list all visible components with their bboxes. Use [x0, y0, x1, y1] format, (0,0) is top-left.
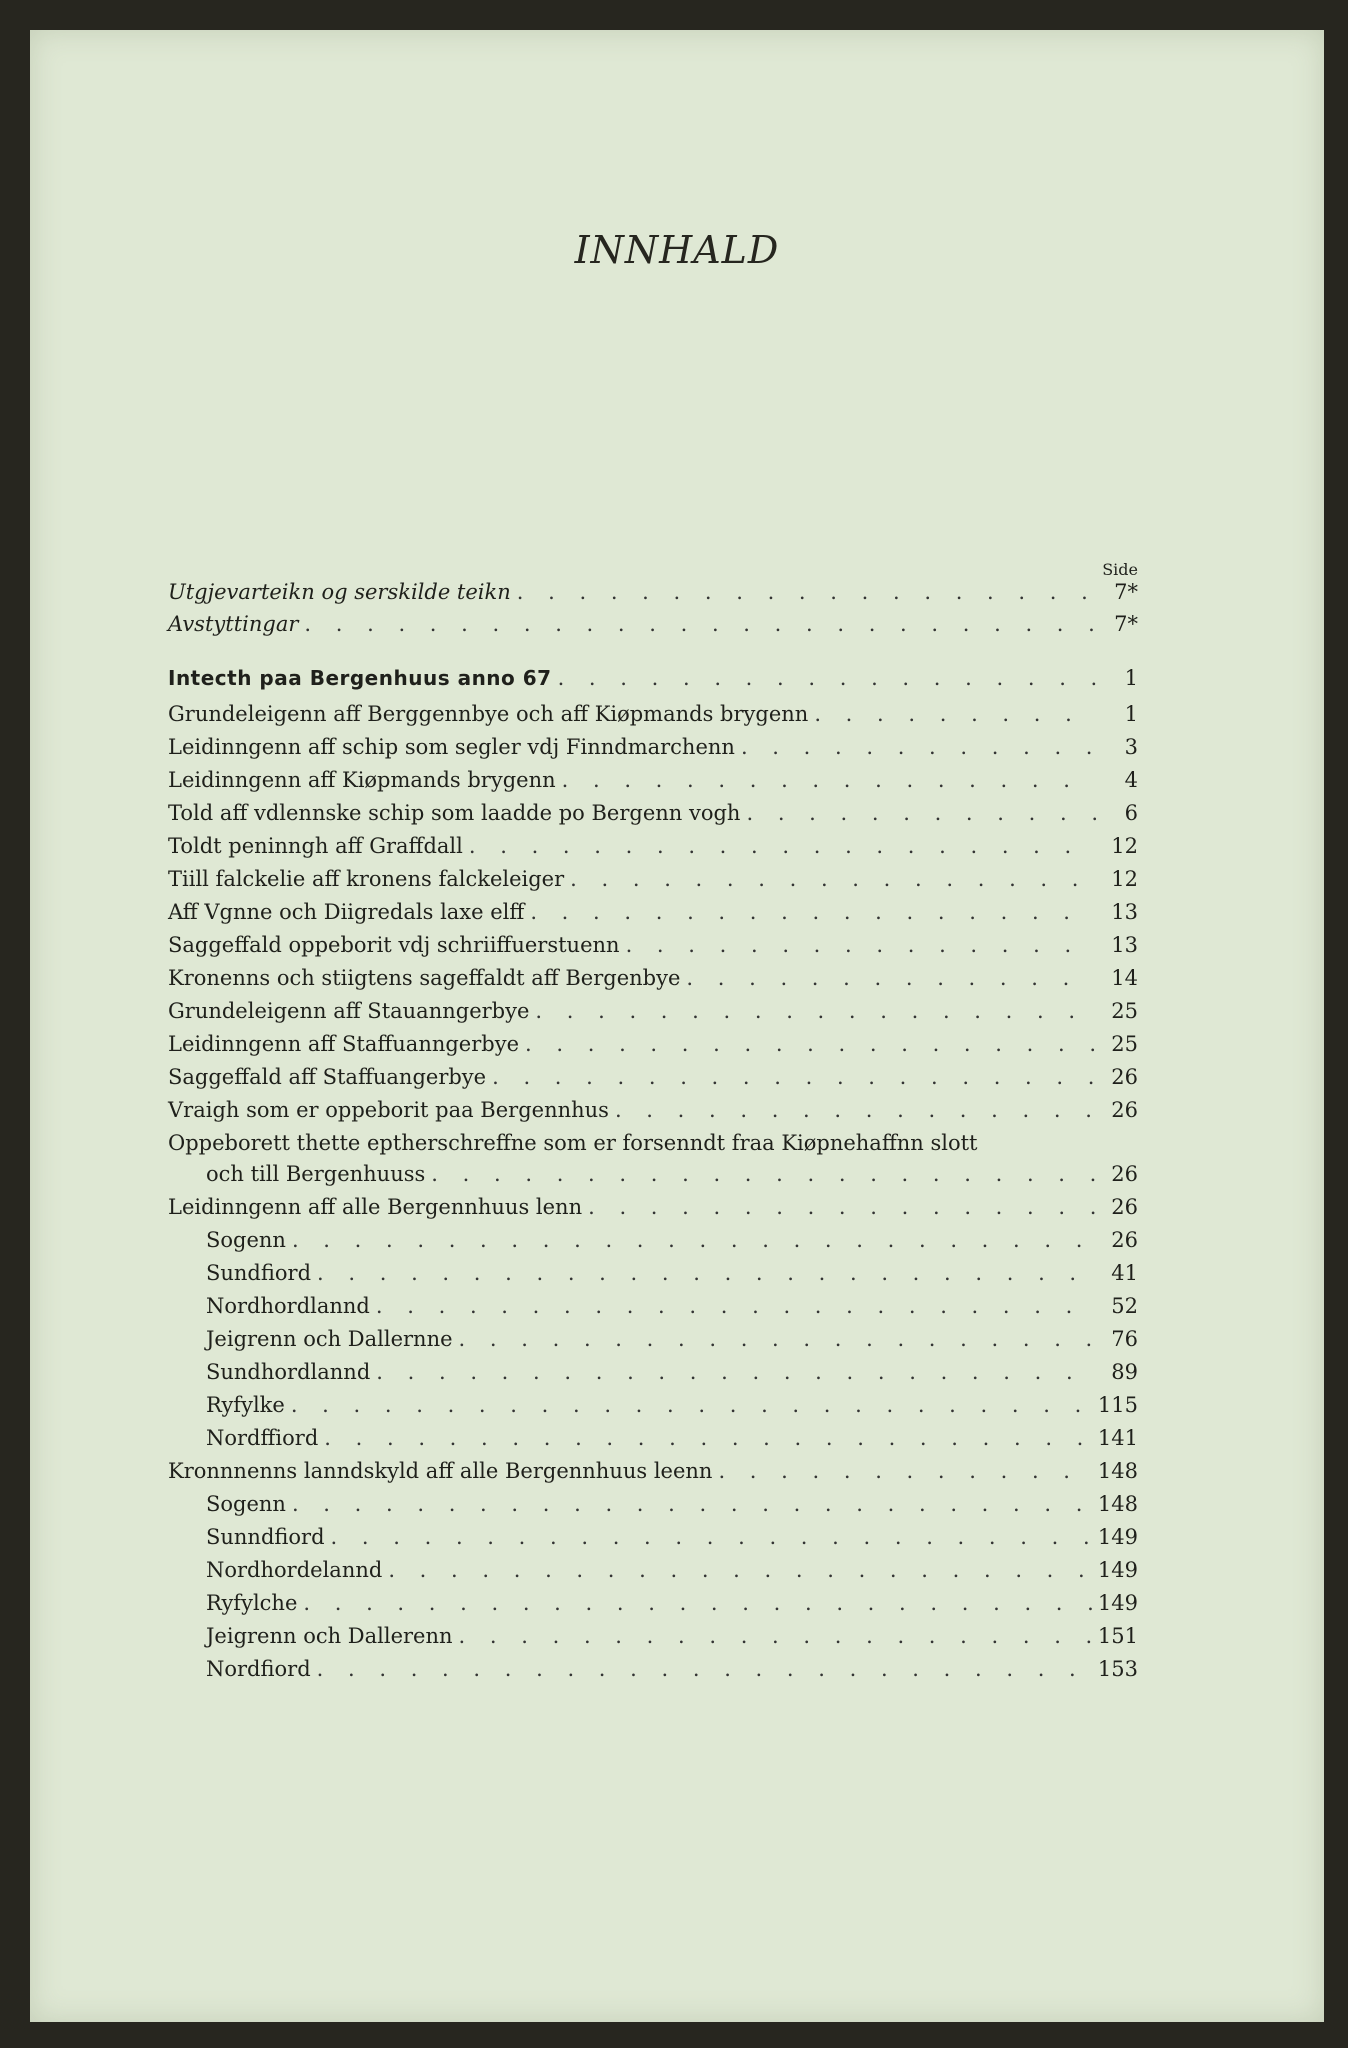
toc-subentry [206, 1327, 1138, 1357]
toc-entry-page: 14 [1111, 966, 1138, 990]
dot-leader [686, 966, 1096, 990]
dot-leader [741, 735, 1096, 759]
dot-leader [746, 801, 1096, 825]
toc-entry-label: Avstyttingar [168, 612, 299, 636]
dot-leader [626, 933, 1096, 957]
toc-entry-label: Leidinngenn aff Kiøpmands brygenn [168, 768, 556, 792]
toc-entry-page: 149 [1097, 1525, 1138, 1549]
toc-subentry [206, 1624, 1138, 1654]
toc-entry-page: 26 [1111, 1098, 1138, 1122]
dot-leader [588, 1195, 1096, 1219]
dot-leader [517, 580, 1096, 604]
toc-entry-label: Tiill falckelie aff kronens falckeleiger [168, 867, 565, 891]
toc-subentry [206, 1393, 1138, 1423]
toc-entry-page: 25 [1111, 1032, 1138, 1056]
toc-entry [168, 768, 1138, 798]
toc-entry-page: 149 [1097, 1558, 1138, 1582]
toc-entry [168, 999, 1138, 1029]
dot-leader [459, 1327, 1096, 1351]
toc-entry [168, 1131, 1138, 1161]
toc-entry-label: Vraigh som er oppeborit paa Bergennhus [168, 1098, 609, 1122]
toc-subentry [206, 1261, 1138, 1291]
toc-entry-label: Nordffiord [206, 1426, 319, 1450]
toc-entry-label: Sundfiord [206, 1261, 312, 1285]
toc-entry-label: Kronenns och stiigtens sageffaldt aff Bergenbye [168, 966, 681, 990]
toc-entry-label: Jeigrenn och Dallernne [206, 1327, 453, 1351]
dot-leader [718, 1459, 1091, 1483]
toc-entry-page: 26 [1111, 1195, 1138, 1219]
toc-entry-label: och till Bergenhuuss [206, 1162, 426, 1186]
dot-leader [469, 834, 1096, 858]
toc-entry-page: 153 [1097, 1657, 1138, 1681]
toc-subentry [206, 1558, 1138, 1588]
toc-entry [168, 580, 1138, 610]
dot-leader [376, 1294, 1096, 1318]
toc-entry-continuation [168, 1162, 1138, 1192]
dot-leader [388, 1558, 1092, 1582]
toc-entry [168, 834, 1138, 864]
toc-subentry [206, 1228, 1138, 1258]
toc-subentry [206, 1492, 1138, 1522]
toc-entry-label: Saggeffald aff Staffuangerbye [168, 1065, 487, 1089]
toc-entry-page: 3 [1124, 735, 1138, 759]
toc-entry-page: 13 [1111, 900, 1138, 924]
toc-entry-label: Sunndfiord [206, 1525, 325, 1549]
toc-entry-label: Told aff vdlennske schip som laadde po Bergenn vogh [168, 801, 741, 825]
toc-entry-label: Sogenn [206, 1228, 286, 1252]
toc-entry-page: 115 [1097, 1393, 1138, 1417]
toc-entry-page: 148 [1097, 1459, 1138, 1483]
toc-entry-page: 7* [1114, 580, 1138, 604]
dot-leader [535, 999, 1096, 1023]
toc-subentry [206, 1294, 1138, 1324]
dot-leader [615, 1098, 1096, 1122]
toc-entry-label: Jeigrenn och Dallerenn [206, 1624, 453, 1648]
toc-entry-page: 1 [1124, 702, 1138, 726]
dot-leader [317, 1261, 1096, 1285]
toc-entry-page: 26 [1111, 1065, 1138, 1089]
dot-leader [530, 900, 1096, 924]
toc-entry-label: Saggeffald oppeborit vdj schriiffuerstuenn [168, 933, 620, 957]
dot-leader [331, 1525, 1092, 1549]
toc-entry-label: Kronnnenns lanndskyld aff alle Bergennhuus leenn [168, 1459, 713, 1483]
toc-entry-label: Sogenn [206, 1492, 286, 1516]
toc-entry [168, 702, 1138, 732]
toc-entry-page: 1 [1124, 666, 1138, 690]
dot-leader [317, 1657, 1092, 1681]
toc-subentry [206, 1657, 1138, 1687]
toc-entry [168, 801, 1138, 831]
dot-leader [562, 768, 1096, 792]
toc-entry-page: 12 [1111, 834, 1138, 858]
dot-leader [292, 1228, 1096, 1252]
toc-entry-label: Oppeborett thette eptherschreffne som er forsenndt fraa Kiøpnehaffnn slott [168, 1131, 978, 1155]
toc-subentry [206, 1525, 1138, 1555]
dot-leader [304, 612, 1096, 636]
dot-leader [525, 1032, 1096, 1056]
toc-entry-label: Grundeleigenn aff Berggennbye och aff Kiøpmands brygenn [168, 702, 809, 726]
toc-entry-page: 151 [1097, 1624, 1138, 1648]
toc-entry [168, 933, 1138, 963]
toc-entry-page: 7* [1114, 612, 1138, 636]
toc-entry-page: 26 [1111, 1228, 1138, 1252]
toc-entry-page: 26 [1111, 1162, 1138, 1186]
toc-entry [168, 966, 1138, 996]
dot-leader [292, 1492, 1092, 1516]
toc-subentry [206, 1426, 1138, 1456]
dot-leader [303, 1591, 1092, 1615]
toc-entry [168, 1098, 1138, 1128]
toc-entry-label: Nordhordelannd [206, 1558, 383, 1582]
toc-entry-page: 149 [1097, 1591, 1138, 1615]
toc-entry-label: Leidinngenn aff Staffuanngerbye [168, 1032, 520, 1056]
toc-entry-page: 13 [1111, 933, 1138, 957]
toc-entry-page: 25 [1111, 999, 1138, 1023]
toc-subentry [206, 1360, 1138, 1390]
toc-entry-page: 76 [1111, 1327, 1138, 1351]
dot-leader [492, 1065, 1096, 1089]
toc-entry-label: Ryfylke [206, 1393, 285, 1417]
side-column-heading: Side [1102, 560, 1138, 579]
toc-section-heading [168, 666, 1138, 696]
toc-entry [168, 1032, 1138, 1062]
dot-leader [324, 1426, 1092, 1450]
dot-leader [459, 1624, 1092, 1648]
toc-entry-label: Toldt peninngh aff Graffdall [168, 834, 463, 858]
toc-entry-label: Intecth paa Bergenhuus anno 67 [168, 666, 552, 690]
toc-entry [168, 1459, 1138, 1489]
toc-entry-label: Sundhordlannd [206, 1360, 371, 1384]
toc-entry [168, 867, 1138, 897]
dot-leader [376, 1360, 1096, 1384]
dot-leader [570, 867, 1096, 891]
toc-entry-page: 141 [1097, 1426, 1138, 1450]
toc-entry-label: Leidinngenn aff schip som segler vdj Finndmarchenn [168, 735, 735, 759]
toc-entry [168, 735, 1138, 765]
toc-entry-label: Nordfiord [206, 1657, 311, 1681]
toc-entry [168, 1195, 1138, 1225]
toc-entry [168, 1065, 1138, 1095]
toc-entry-label: Utgjevarteikn og serskilde teikn [168, 580, 511, 604]
toc-entry-label: Nordhordlannd [206, 1294, 370, 1318]
toc-entry-page: 12 [1111, 867, 1138, 891]
toc-entry-page: 89 [1111, 1360, 1138, 1384]
toc-entry-label: Leidinngenn aff alle Bergennhuus lenn [168, 1195, 583, 1219]
document-page [30, 30, 1324, 2022]
toc-entry-label: Grundeleigenn aff Stauanngerbye [168, 999, 530, 1023]
toc-subentry [206, 1591, 1138, 1621]
toc-entry-label: Aff Vgnne och Diigredals laxe elff [168, 900, 525, 924]
toc-entry-label: Ryfylche [206, 1591, 298, 1615]
page-title: INNHALD [574, 228, 780, 272]
toc-entry [168, 900, 1138, 930]
toc-entry-page: 41 [1111, 1261, 1138, 1285]
toc-entry-page: 52 [1111, 1294, 1138, 1318]
dot-leader [431, 1162, 1096, 1186]
toc-entry-page: 4 [1124, 768, 1138, 792]
toc-entry-page: 148 [1097, 1492, 1138, 1516]
dot-leader [558, 666, 1096, 690]
toc-entry-page: 6 [1124, 801, 1138, 825]
dot-leader [291, 1393, 1092, 1417]
toc-entry [168, 612, 1138, 642]
dot-leader [814, 702, 1096, 726]
